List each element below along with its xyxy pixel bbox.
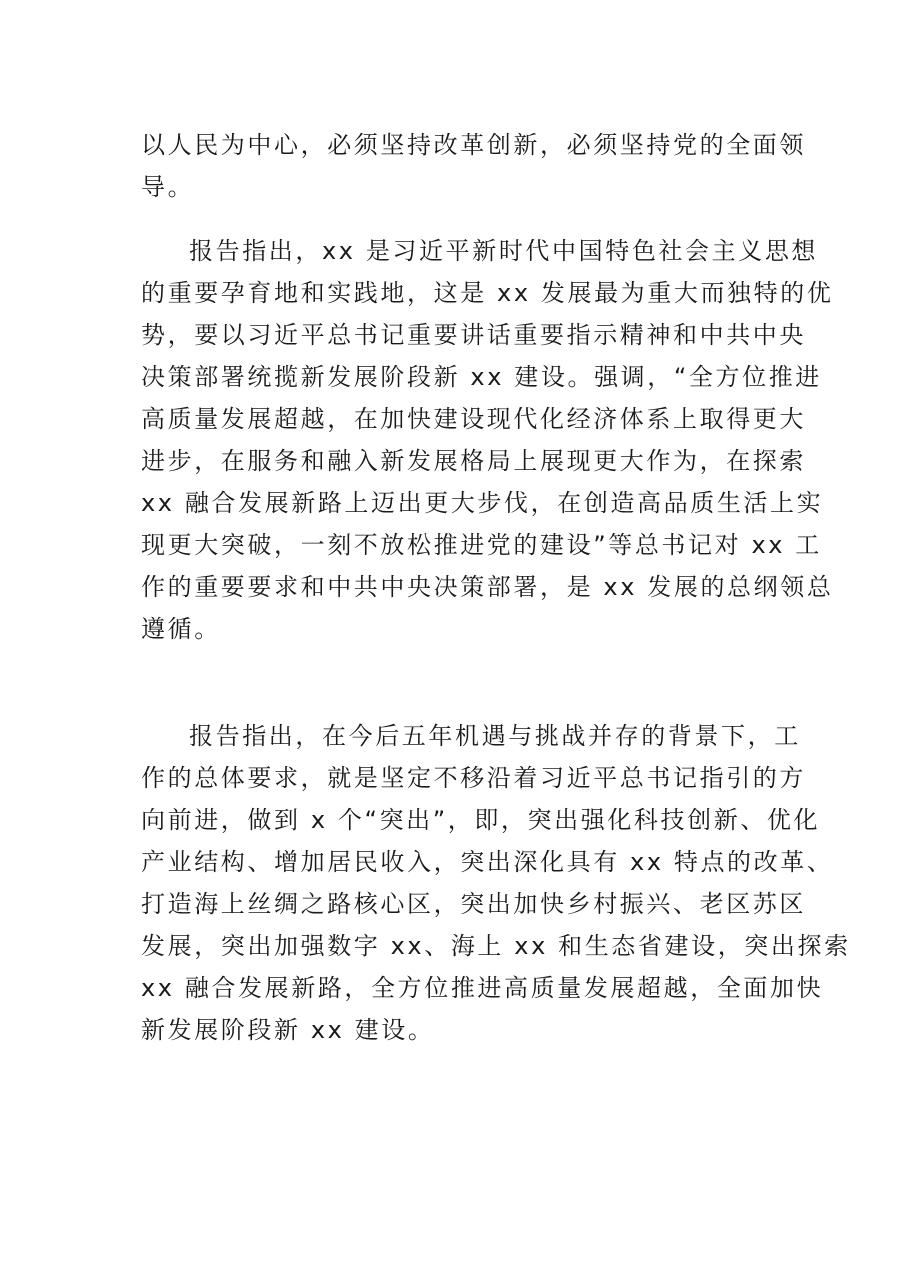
paragraph-line: 打造海上丝绸之路核心区，突出加快乡村振兴、老区苏区 [141, 890, 806, 918]
paragraph-line: 报告指出，xx 是习近平新时代中国特色社会主义思想 [189, 237, 819, 265]
paragraph-line: 的重要孕育地和实践地，这是 xx 发展最为重大而独特的优 [141, 279, 834, 307]
paragraph-line: 遵循。 [141, 615, 221, 643]
paragraph-line: xx 融合发展新路，全方位推进高质量发展超越，全面加快 [141, 974, 824, 1002]
paragraph-line: 以人民为中心，必须坚持改革创新，必须坚持党的全面领 [141, 131, 806, 159]
paragraph-line: 新发展阶段新 xx 建设。 [141, 1016, 435, 1044]
paragraph-line: 进步，在服务和融入新发展格局上展现更大作为，在探索 [141, 447, 806, 475]
paragraph-line: 产业结构、增加居民收入，突出深化具有 xx 特点的改革、 [141, 848, 834, 876]
paragraph-line: 报告指出，在今后五年机遇与挑战并存的背景下，工 [189, 722, 801, 750]
paragraph-line: 作的总体要求，就是坚定不移沿着习近平总书记指引的方 [141, 764, 806, 792]
paragraph-1 [141, 124, 806, 208]
paragraph-3 [141, 715, 851, 1051]
paragraph-2 [141, 230, 834, 650]
paragraph-line: 势，要以习近平总书记重要讲话重要指示精神和中共中央 [141, 321, 806, 349]
paragraph-line: 发展，突出加强数字 xx、海上 xx 和生态省建设，突出探索 [141, 932, 851, 960]
paragraph-line: 向前进，做到 x 个“突出”，即，突出强化科技创新、优化 [141, 806, 821, 834]
paragraph-line: 导。 [141, 173, 195, 201]
paragraph-line: 高质量发展超越，在加快建设现代化经济体系上取得更大 [141, 405, 806, 433]
paragraph-line: xx 融合发展新路上迈出更大步伐，在创造高品质生活上实 [141, 489, 824, 517]
paragraph-line: 现更大突破，一刻不放松推进党的建设”等总书记对 xx 工 [141, 531, 822, 559]
paragraph-line: 作的重要要求和中共中央决策部署，是 xx 发展的总纲领总 [141, 573, 834, 601]
paragraph-line: 决策部署统揽新发展阶段新 xx 建设。强调，“全方位推进 [141, 363, 822, 391]
